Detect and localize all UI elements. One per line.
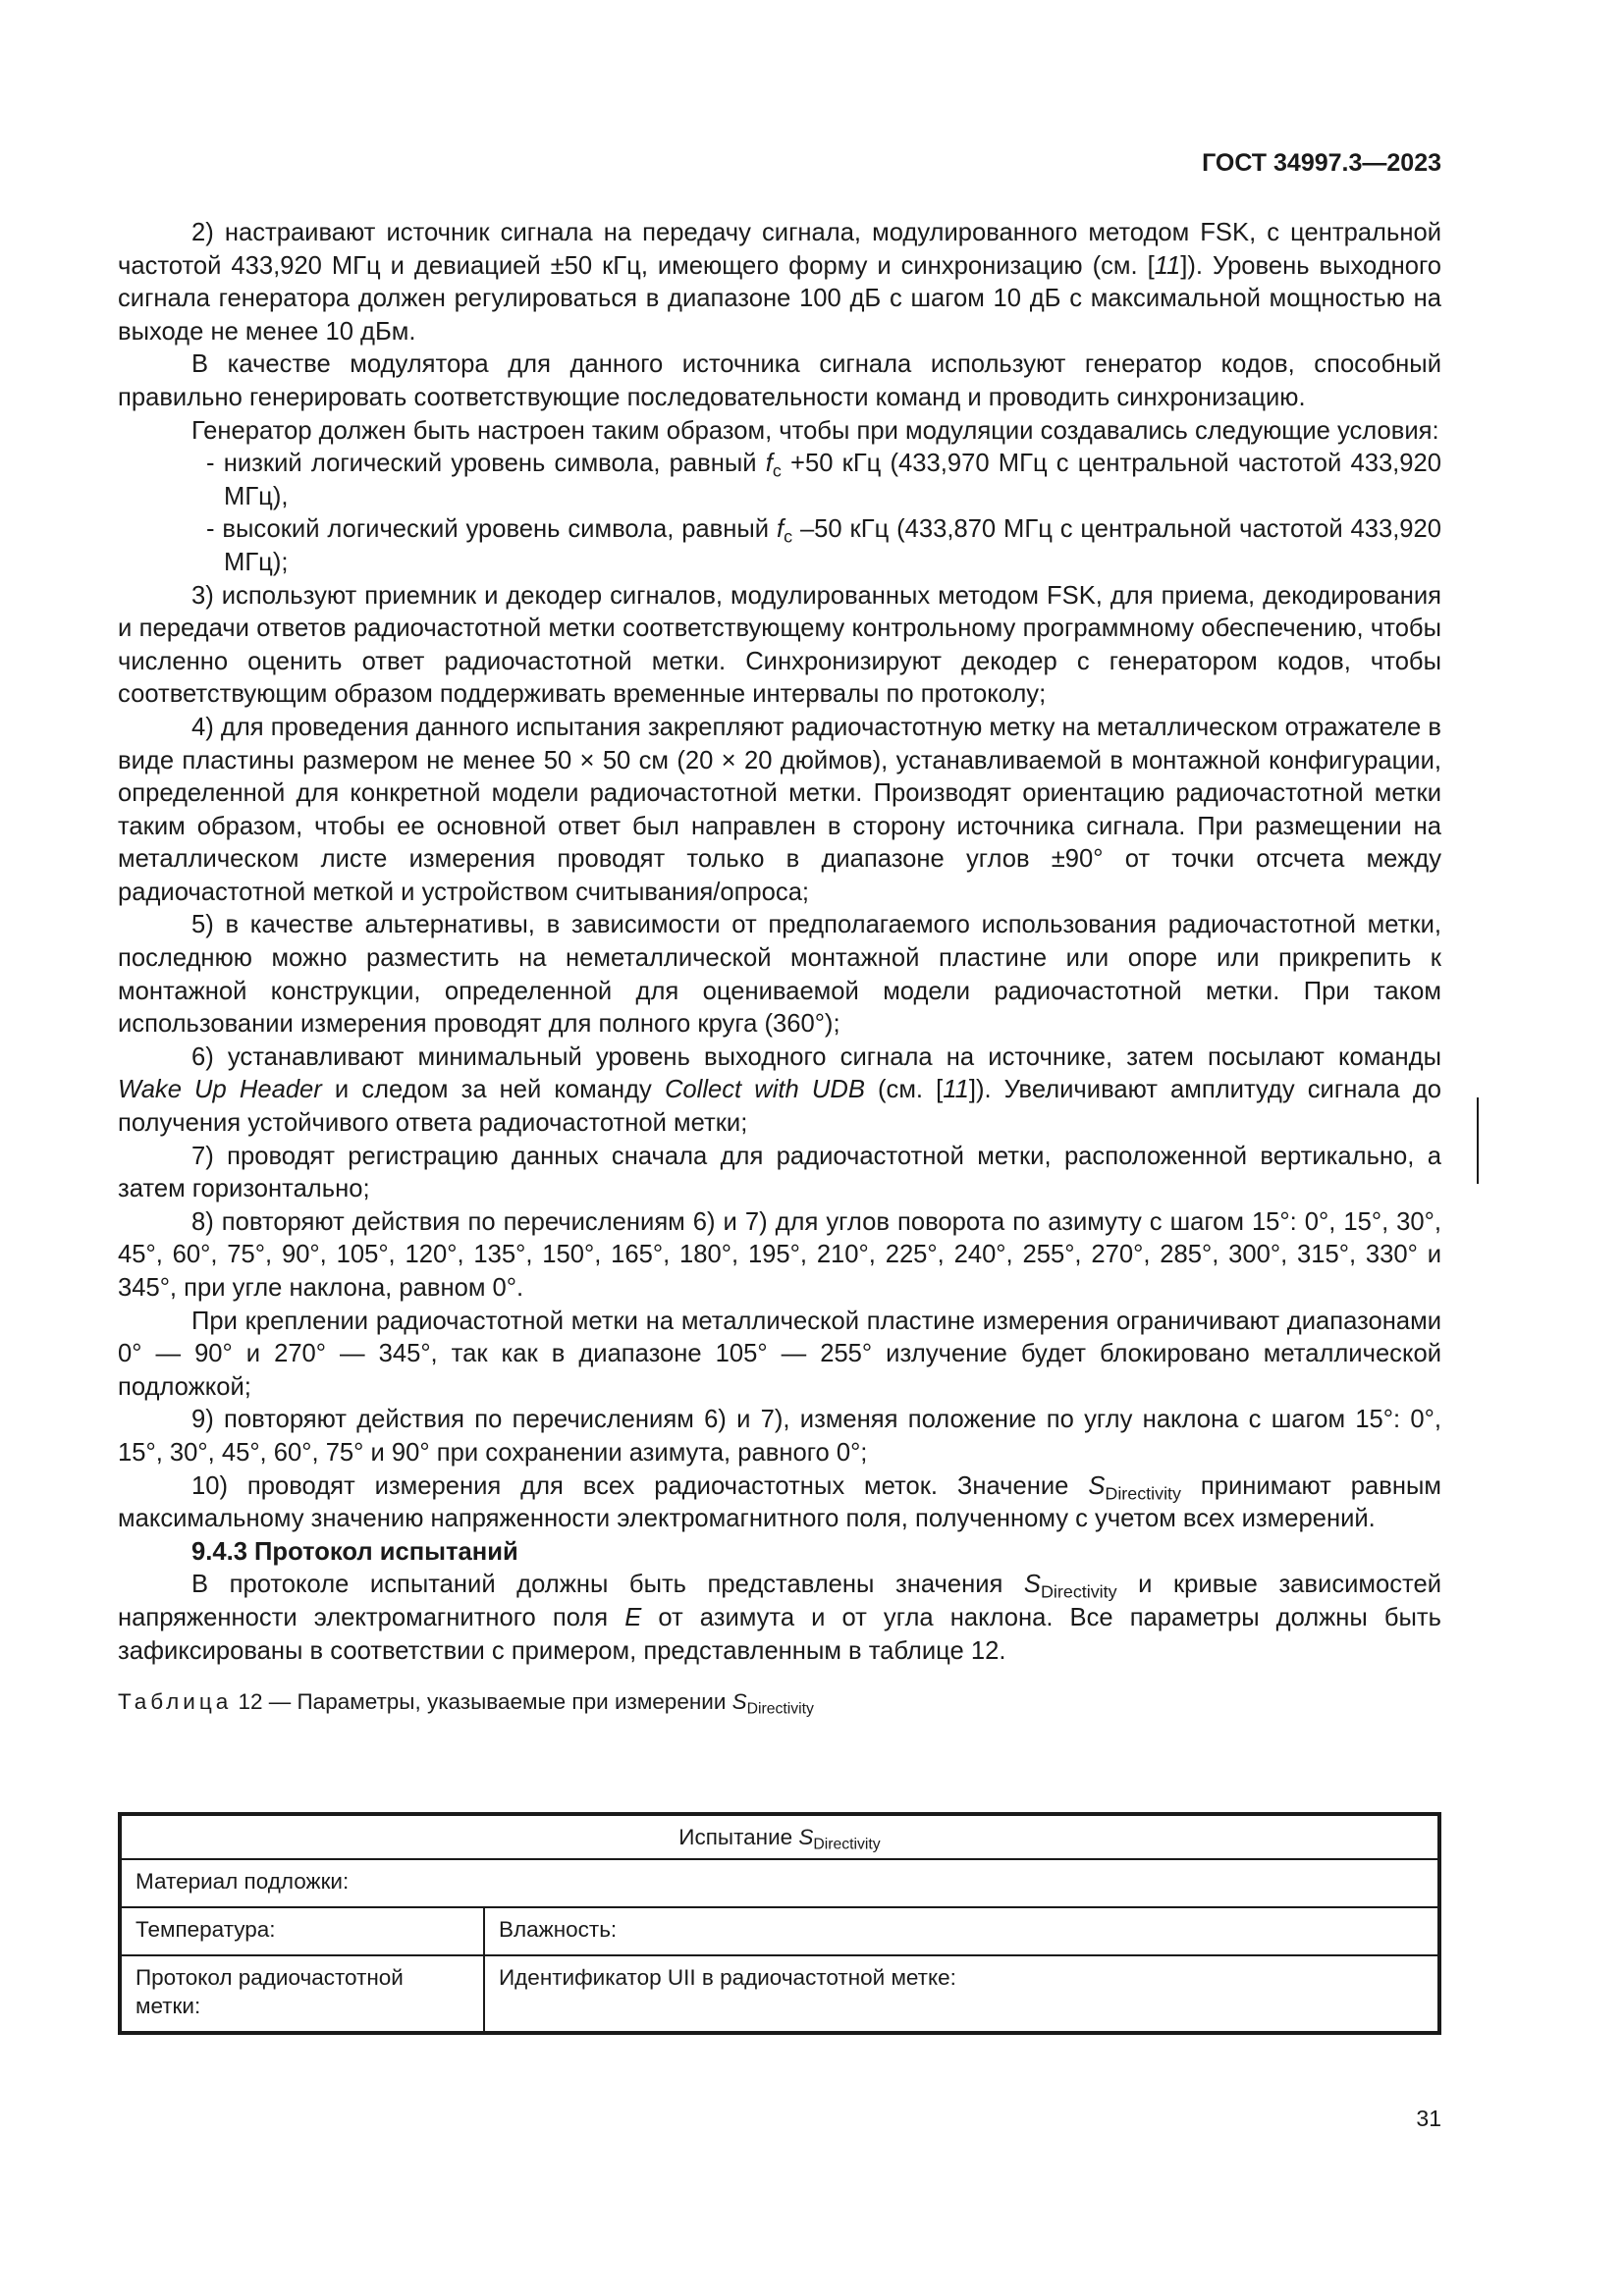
paragraph-text: 2) настраивают источник сигнала на передачу сигнала, модулированного методом FSK, с центральной частотой 433,920 МГц и девиацией ±50 кГц, имеющего форму и синхронизацию (см. [ [118,219,1441,280]
document-body [118,217,1441,1717]
paragraph-text: ]). Увеличивают амплитуду сигнала до получения устойчивого ответа радиочастотной метки; [118,1076,1441,1138]
paragraph-protocol [118,1569,1441,1668]
paragraph-item-7: 7) проводят регистрацию данных сначала для радиочастотной метки, расположенной вертикально, а затем горизонтально; [118,1142,1441,1203]
paragraph-item-6 [118,1041,1441,1141]
formula-subscript: Directivity [746,1700,814,1718]
document-id: ГОСТ 34997.3—2023 [1202,149,1441,177]
temperature-cell: Температура: [120,1907,484,1955]
table-row [120,1955,1439,2033]
paragraph-text: 6) устанавливают минимальный уровень выходного сигнала на источнике, затем посылают команды [191,1042,1441,1071]
paragraph-text: и следом за ней команду [321,1076,665,1104]
command-name: Collect with UDB [664,1076,865,1104]
uii-cell: Идентификатор UII в радиочастотной метке: [484,1955,1439,2033]
paragraph-generator: Генератор должен быть настроен таким образом, чтобы при модуляции создавались следующие условия: [191,416,1439,445]
list-item-high-level [118,513,1441,579]
protocol-cell: Протокол радиочастотной метки: [120,1955,484,2033]
substrate-cell: Материал подложки: [120,1859,1439,1907]
paragraph-text: 10) проводят измерения для всех радиочастотных меток. Значение [191,1471,1089,1500]
table-row [120,1907,1439,1955]
paragraph-item-8: 8) повторяют действия по перечислениям 6) и 7) для углов поворота по азимуту с шагом 15°: 0°, 15°, 30°, 45°, 60°, 75°, 90°, 105°, 120°, 135°, 150°, 165°, 180°, 195°, 210°, 225°, 240°, 255°, 270°, 285°, 300°, 315°, 330° и 345°, при угле наклона, равном 0°. [118,1207,1441,1302]
caption-text: 12 — Параметры, указываемые при измерении [232,1689,732,1715]
list-item-text: +50 кГц (433,970 МГц с центральной частотой 433,920 МГц), [224,450,1441,510]
formula-variable: f [765,450,773,478]
paragraph-text: ]). Уровень выходного сигнала генератора должен регулироваться в диапазоне 100 дБ с шагом 10 дБ с максимальной мощностью на выходе не менее 10 дБм. [118,251,1441,346]
paragraph-item-5: 5) в качестве альтернативы, в зависимости от предполагаемого использования радиочастотной метки, последнюю можно разместить на неметаллической монтажной пластине или опоре или прикрепить к монтажной конструкции, определенной для оцениваемой модели радиочастотной метки. При таком использовании измерения проводят для полного круга (360°); [118,911,1441,1039]
formula-variable: S [1088,1471,1106,1500]
formula-subscript: Directivity [1040,1581,1117,1602]
formula-subscript: Directivity [813,1836,881,1853]
paragraph-item-4: 4) для проведения данного испытания закрепляют радиочастотную метку на металлическом отражателе в виде пластины размером не менее 50 × 50 см (20 × 20 дюймов), устанавливаемой в монтажной конфигурации, определенной для конкретной модели радиочастотной метки. Производят ориентацию радиочастотной метки таким образом, чтобы ее основной ответ был направлен в сторону источника сигнала. При размещении на металлическом листе измерения проводят только в диапазоне углов ±90° от точки отсчета между радиочастотной меткой и устройством считывания/опроса; [118,713,1441,906]
paragraph-modulator: В качестве модулятора для данного источника сигнала используют генератор кодов, способный правильно генерировать соответствующие последовательности команд и проводить синхронизацию. [118,350,1441,411]
table-title-text: Испытание [678,1825,799,1849]
page-number: 31 [1416,2106,1441,2131]
revision-change-bar [1477,1097,1479,1184]
reference-number: 11 [1154,251,1181,280]
paragraph-text: и кривые зависимостей напряженности электромагнитного поля [118,1571,1441,1631]
parameters-table [118,1812,1441,2035]
paragraph-item-3: 3) используют приемник и декодер сигналов, модулированных методом FSK, для приема, декодирования и передачи ответов радиочастотной метки соответствующему контрольному программному обеспечению, чтобы численно оценить ответ радиочастотной метки. Синхронизируют декодер с генератором кодов, чтобы соответствующим образом поддерживать временные интервалы по протоколу; [118,581,1441,709]
command-name: Wake Up Header [118,1076,322,1104]
table-row [120,1814,1439,1859]
section-heading: 9.4.3 Протокол испытаний [191,1537,518,1566]
reference-number: 11 [943,1076,969,1104]
table-row [120,1859,1439,1907]
formula-subscript: c [784,526,793,547]
humidity-cell: Влажность: [484,1907,1439,1955]
formula-variable: E [624,1603,642,1631]
formula-subscript: Directivity [1105,1482,1181,1503]
paragraph-text: от азимута и от угла наклона. Все параметры должны быть зафиксированы в соответствии с примером, представленным в таблице 12. [118,1603,1441,1665]
formula-variable: f [776,515,785,544]
list-item-text: - низкий логический уровень символа, равный [206,450,766,478]
list-item-text: –50 кГц (433,870 МГц с центральной частотой 433,920 МГц); [224,515,1442,576]
table-title-cell [120,1814,1439,1859]
paragraph-metal-plate: При креплении радиочастотной метки на металлической пластине измерения ограничивают диапазонами 0° — 90° и 270° — 345°, так как в диапазоне 105° — 255° излучение будет блокировано металлической подложкой; [118,1307,1441,1401]
formula-variable: S [1023,1571,1041,1599]
table-caption [118,1687,1441,1717]
paragraph-item-9: 9) повторяют действия по перечислениям 6) и 7), изменяя положение по углу наклона с шагом 15°: 0°, 15°, 30°, 45°, 60°, 75° и 90° при сохранении азимута, равного 0°; [118,1406,1441,1467]
list-item-low-level [118,448,1441,513]
paragraph-item-10 [118,1470,1441,1536]
list-item-text: - высокий логический уровень символа, равный [206,515,777,544]
formula-variable: S [798,1825,814,1849]
paragraph-text: принимают равным максимальному значению напряженности электромагнитного поля, полученному с учетом всех измерений. [118,1471,1442,1533]
paragraph-item-2 [118,217,1441,348]
caption-label: Таблица [118,1689,233,1715]
paragraph-text: В протоколе испытаний должны быть представлены значения [191,1571,1024,1599]
formula-variable: S [731,1689,747,1715]
formula-subscript: c [772,460,782,481]
paragraph-text: (см. [ [864,1076,944,1104]
